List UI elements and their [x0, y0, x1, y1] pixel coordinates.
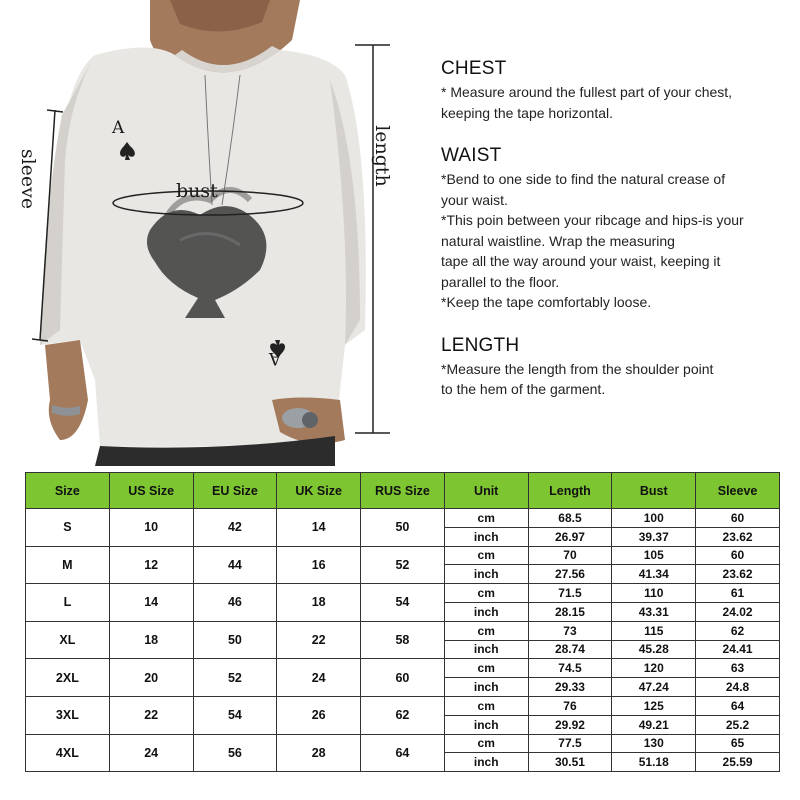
cell-cm-bust: 100	[612, 509, 696, 528]
instruction-line: *This poin between your ribcage and hips-is your	[441, 212, 744, 228]
cell-eu: 56	[193, 734, 277, 772]
cell-inch-bust: 39.37	[612, 527, 696, 546]
cell-cm-sleeve: 65	[696, 734, 780, 753]
cell-cm-bust: 110	[612, 584, 696, 603]
instruction-title: LENGTH	[441, 334, 520, 356]
instruction-title: WAIST	[441, 145, 502, 166]
cell-eu: 46	[193, 584, 277, 622]
shirt-illustration	[0, 0, 430, 466]
cell-rus: 52	[361, 546, 445, 584]
column-header: Sleeve	[696, 473, 780, 509]
instruction-section	[441, 58, 791, 123]
cell-us: 10	[109, 509, 193, 547]
cell-inch-bust: 49.21	[612, 715, 696, 734]
cell-size: L	[26, 584, 110, 622]
cell-cm-unit: cm	[444, 696, 528, 715]
table-row	[26, 509, 780, 528]
cell-rus: 54	[361, 584, 445, 622]
cell-cm-sleeve: 60	[696, 546, 780, 565]
cell-cm-bust: 120	[612, 659, 696, 678]
cell-inch-length: 28.74	[528, 640, 612, 659]
cell-inch-bust: 51.18	[612, 753, 696, 772]
cell-inch-unit: inch	[444, 640, 528, 659]
cell-inch-length: 29.33	[528, 678, 612, 697]
cell-cm-length: 74.5	[528, 659, 612, 678]
instruction-line: * Measure around the fullest part of your chest,	[441, 84, 733, 100]
column-header: EU Size	[193, 473, 277, 509]
cell-inch-unit: inch	[444, 602, 528, 621]
cell-cm-unit: cm	[444, 546, 528, 565]
cell-cm-sleeve: 63	[696, 659, 780, 678]
cell-us: 14	[109, 584, 193, 622]
instruction-line: *Bend to one side to find the natural crease of	[441, 171, 726, 187]
cell-inch-unit: inch	[444, 565, 528, 584]
cell-eu: 52	[193, 659, 277, 697]
cell-inch-bust: 47.24	[612, 678, 696, 697]
column-header: Unit	[444, 473, 528, 509]
cell-cm-length: 71.5	[528, 584, 612, 603]
cell-size: 2XL	[26, 659, 110, 697]
instruction-line: natural waistline. Wrap the measuring	[441, 232, 675, 249]
cell-rus: 62	[361, 696, 445, 734]
cell-rus: 58	[361, 621, 445, 659]
table-row	[26, 546, 780, 565]
cell-inch-unit: inch	[444, 678, 528, 697]
cell-rus: 60	[361, 659, 445, 697]
cell-cm-unit: cm	[444, 659, 528, 678]
cell-cm-sleeve: 62	[696, 621, 780, 640]
cell-inch-sleeve: 25.2	[696, 715, 780, 734]
size-chart-table	[25, 472, 780, 772]
cell-inch-sleeve: 23.62	[696, 565, 780, 584]
cell-inch-length: 29.92	[528, 715, 612, 734]
column-header: US Size	[109, 473, 193, 509]
cell-size: S	[26, 509, 110, 547]
cell-inch-unit: inch	[444, 527, 528, 546]
cell-uk: 16	[277, 546, 361, 584]
cell-inch-unit: inch	[444, 715, 528, 734]
cell-inch-bust: 41.34	[612, 565, 696, 584]
measurement-instructions	[441, 58, 791, 422]
cell-uk: 28	[277, 734, 361, 772]
table-row	[26, 621, 780, 640]
bust-label: bust	[176, 180, 218, 202]
instruction-line: tape all the way around your waist, keeping it	[441, 253, 721, 269]
table-row	[26, 584, 780, 603]
cell-cm-bust: 125	[612, 696, 696, 715]
column-header: Size	[26, 473, 110, 509]
cell-cm-bust: 130	[612, 734, 696, 753]
cell-uk: 24	[277, 659, 361, 697]
cell-cm-sleeve: 64	[696, 696, 780, 715]
table-row	[26, 696, 780, 715]
cell-inch-sleeve: 24.02	[696, 602, 780, 621]
card-rank-top: A	[112, 118, 125, 138]
cell-eu: 42	[193, 509, 277, 547]
instruction-title: CHEST	[441, 58, 507, 79]
cell-eu: 54	[193, 696, 277, 734]
cell-uk: 18	[277, 584, 361, 622]
cell-cm-length: 76	[528, 696, 612, 715]
instruction-line: *Measure the length from the shoulder point	[441, 360, 714, 377]
column-header: RUS Size	[361, 473, 445, 509]
cell-inch-length: 28.15	[528, 602, 612, 621]
cell-inch-sleeve: 23.62	[696, 527, 780, 546]
table-header-row	[26, 473, 780, 509]
cell-us: 18	[109, 621, 193, 659]
cell-inch-bust: 43.31	[612, 602, 696, 621]
instruction-section	[441, 145, 791, 313]
cell-uk: 14	[277, 509, 361, 547]
cell-cm-unit: cm	[444, 734, 528, 753]
cell-eu: 50	[193, 621, 277, 659]
cell-cm-unit: cm	[444, 584, 528, 603]
cell-us: 12	[109, 546, 193, 584]
cell-inch-sleeve: 25.59	[696, 753, 780, 772]
card-rank-bottom: A	[269, 348, 282, 368]
product-photo	[0, 0, 430, 466]
instruction-line: *Keep the tape comfortably loose.	[441, 294, 652, 310]
cell-cm-unit: cm	[444, 509, 528, 528]
column-header: Length	[528, 473, 612, 509]
sleeve-label: sleeve	[17, 148, 39, 210]
instruction-section	[441, 335, 791, 400]
cell-inch-length: 26.97	[528, 527, 612, 546]
cell-us: 22	[109, 696, 193, 734]
cell-inch-sleeve: 24.41	[696, 640, 780, 659]
cell-size: 3XL	[26, 696, 110, 734]
cell-size: 4XL	[26, 734, 110, 772]
cell-size: XL	[26, 621, 110, 659]
table-row	[26, 734, 780, 753]
length-label: length	[371, 125, 393, 187]
instruction-line: to the hem of the garment.	[441, 381, 606, 397]
cell-cm-unit: cm	[444, 621, 528, 640]
cell-us: 20	[109, 659, 193, 697]
cell-us: 24	[109, 734, 193, 772]
cell-uk: 26	[277, 696, 361, 734]
instruction-line: parallel to the floor.	[441, 273, 560, 290]
column-header: Bust	[612, 473, 696, 509]
cell-inch-bust: 45.28	[612, 640, 696, 659]
cell-cm-bust: 115	[612, 621, 696, 640]
cell-inch-sleeve: 24.8	[696, 678, 780, 697]
cell-cm-length: 70	[528, 546, 612, 565]
cell-inch-length: 27.56	[528, 565, 612, 584]
cell-inch-length: 30.51	[528, 753, 612, 772]
table-row	[26, 659, 780, 678]
cell-uk: 22	[277, 621, 361, 659]
column-header: UK Size	[277, 473, 361, 509]
cell-cm-bust: 105	[612, 546, 696, 565]
instruction-line: keeping the tape horizontal.	[441, 104, 614, 121]
cell-rus: 50	[361, 509, 445, 547]
cell-cm-length: 68.5	[528, 509, 612, 528]
cell-cm-sleeve: 60	[696, 509, 780, 528]
cell-cm-length: 77.5	[528, 734, 612, 753]
cell-inch-unit: inch	[444, 753, 528, 772]
cell-size: M	[26, 546, 110, 584]
cell-rus: 64	[361, 734, 445, 772]
cell-cm-length: 73	[528, 621, 612, 640]
cell-cm-sleeve: 61	[696, 584, 780, 603]
cell-eu: 44	[193, 546, 277, 584]
instruction-line: your waist.	[441, 191, 508, 208]
